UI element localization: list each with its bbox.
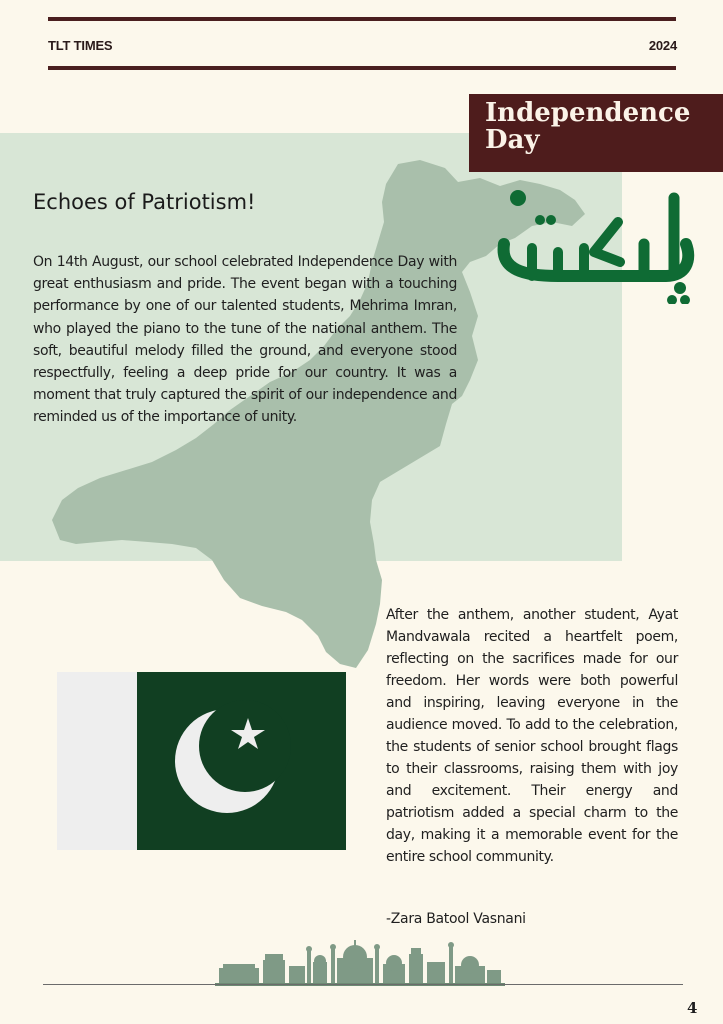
title-line-1: Independence	[485, 98, 691, 128]
publication-year: 2024	[648, 38, 677, 53]
title-line-2: Day	[485, 125, 540, 155]
publication-name: TLT TIMES	[48, 38, 113, 53]
footer-rule	[43, 984, 683, 985]
urdu-wordmark-logo	[488, 182, 708, 304]
article-paragraph-2: After the anthem, another student, Ayat Mandvawala recited a heartfelt poem, reflecting on the sacrifices made for our freedom. Her words were both powerful and inspiring, leaving everyone in the audience moved. To add to the celebration, the students of senior school brought flags to their classrooms, raising them with joy and excitement. Their energy and patriotism added a special charm to the day, making it a memorable event for the entire school community.	[386, 607, 678, 865]
pakistan-flag-image	[57, 672, 346, 850]
article-author: -Zara Batool Vasnani	[386, 911, 526, 927]
article-heading: Echoes of Patriotism!	[33, 190, 256, 214]
title-box	[469, 94, 723, 172]
skyline-illustration	[215, 940, 505, 986]
article-paragraph-1: On 14th August, our school celebrated Independence Day with great enthusiasm and pride. The event began with a touching performance by one of our talented students, Mehrima Imran, who played the piano to the tune of the national anthem. The soft, beautiful melody filled the ground, and everyone stood respectfully, feeling a deep pride for our country. It was a moment that truly captured the spirit of our independence and reminded us of the importance of unity.	[33, 254, 457, 426]
page-number: 4	[687, 999, 698, 1017]
